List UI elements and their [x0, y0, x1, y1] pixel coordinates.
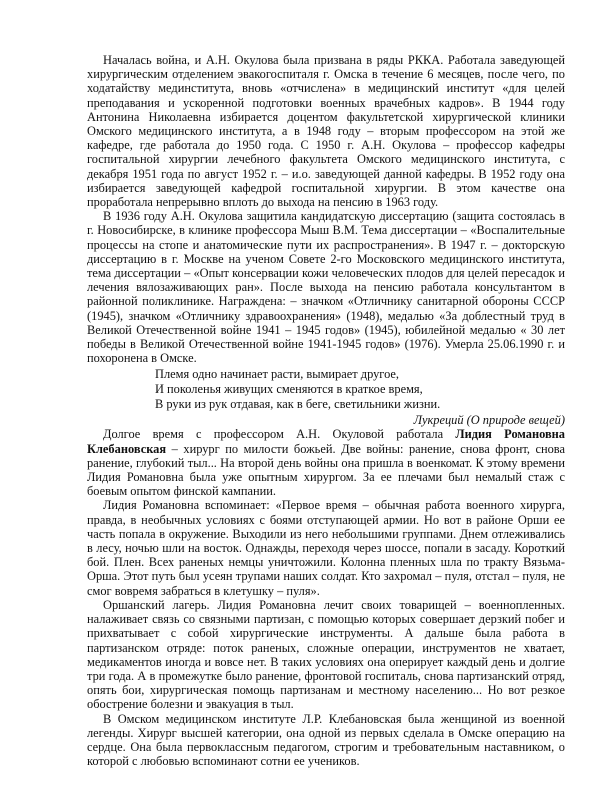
epigraph-attribution: Лукреций (О природе вещей) — [413, 413, 565, 428]
epigraph-poem — [155, 367, 565, 411]
document-page — [87, 53, 565, 768]
poem-line: Племя одно начинает расти, вымирает другое, — [155, 367, 400, 382]
paragraph-okulova-career: Началась война, и А.Н. Окулова была призвана в ряды РККА. Работала заведующей хирургическим отделением эвакогоспиталя г. Омска в течение 6 месяцев, после чего, по ходатайству мединститута, вновь «отчислена» в медицинский институт «для целей преподавания и ускоренной подготовки военных врачебных кадров». В 1944 году Антонина Николаевна избирается доцентом факультетской хирургической клиники Омского медицинского института, а в 1948 году – вторым профессором на этой же кафедре, где работала до 1950 года. С 1950 г. А.Н. Окулова – профессор кафедры госпитальной хирургии лечебного факультета Омского медицинского института, с декабря 1951 года по август 1952 г. – и.о. заведующей данной кафедры. В 1952 году она избирается заведующей кафедрой госпитальной хирургии. В этом качестве она проработала непрерывно вплоть до выхода на пенсию в 1963 году. — [87, 53, 565, 210]
paragraph-text: Долгое время с профессором А.Н. Окуловой работала — [103, 427, 456, 442]
person-name-bold: Лидия Романовна Клебановская — [87, 427, 566, 456]
poem-line: И поколенья живущих сменяются в краткое время, — [155, 382, 423, 397]
paragraph-omsk-institute: В Омском медицинском институте Л.Р. Клебановская была женщиной из военной легенды. Хирург высшей категории, она одной из первых сделала в Омске операцию на сердце. Она была первоклассным педагогом, строгим и требовательным наставником, о которой с любовью вспоминают сотни ее учеников. — [87, 711, 565, 769]
paragraph-orsha-camp: Оршанский лагерь. Лидия Романовна лечит своих товарищей – военнопленных. налаживает связь со связными партизан, с помощью которых совершает дерзкий побег и прихватывает с собой хирургические инструменты. А дальше была работа в партизанском отряде: поток раненых, сложные операции, инструментов не хватает, медикаментов иногда и вовсе нет. В таких условиях она оперирует каждый день и долгие три года. А в промежутке было ранение, фронтовой госпиталь, снова партизанский отряд, опять бои, хирургическая помощь партизанам и местному населению... Но вот резкое обострение болезни и эвакуация в тыл. — [87, 597, 565, 712]
paragraph-klebanovskaya-intro — [87, 427, 565, 498]
paragraph-okulova-dissertations: В 1936 году А.Н. Окулова защитила кандидатскую диссертацию (защита состоялась в г. Новосибирске, в клинике профессора Мыш В.М. Тема диссертации – «Воспалительные процессы на стопе и анатомические пути их распространения». В 1947 г. – докторскую диссертацию в г. Москве на ученом Совете 2-го Московского медицинского института, тема диссертации – «Опыт консервации кожи человеческих плодов для целей пересадок и лечения вялозаживающих ран». После выхода на пенсию работала консультантом в районной поликлинике. Награждена: – значком «Отличнику санитарной обороны СССР (1945), значком «Отличнику здравоохранения» (1948), медалью «За доблестный труд в Великой Отечественной войне 1941 – 1945 годов» (1945), юбилейной медалью « 30 лет победы в Великой Отечественной войне 1941-1945 годов» (1976). Умерла 25.06.1990 г. и похоронена в Омске. — [87, 209, 565, 366]
paragraph-klebanovskaya-memories: Лидия Романовна вспоминает: «Первое время – обычная работа военного хирурга, правда, в необычных условиях с боями отступающей армии. Но вот в районе Орши ее часть попала в окружение. Выходили из него небольшими группами. Днем отлеживались в лесу, ночью шли на восток. Однажды, переходя через шоссе, попали в засаду. Короткий бой. Плен. Всех раненых немцы уничтожили. Колонна пленных шла по тракту Вязьма-Орша. Этот путь был усеян трупами наших солдат. Кто захромал – пуля, отстал – пуля, не смог вовремя забраться в клетушку – пуля». — [87, 498, 565, 598]
paragraph-text: – хирург по милости божьей. Две войны: ранение, снова фронт, снова ранение, глубокий тыл... На второй день войны она пришла в военкомат. К этому времени Лидия Романовна была уже опытным хирургом. За ее плечами был немалый стаж с боевым опытом финской кампании. — [87, 441, 565, 499]
poem-line: В руки из рук отдавая, как в беге, светильники жизни. — [155, 396, 441, 411]
